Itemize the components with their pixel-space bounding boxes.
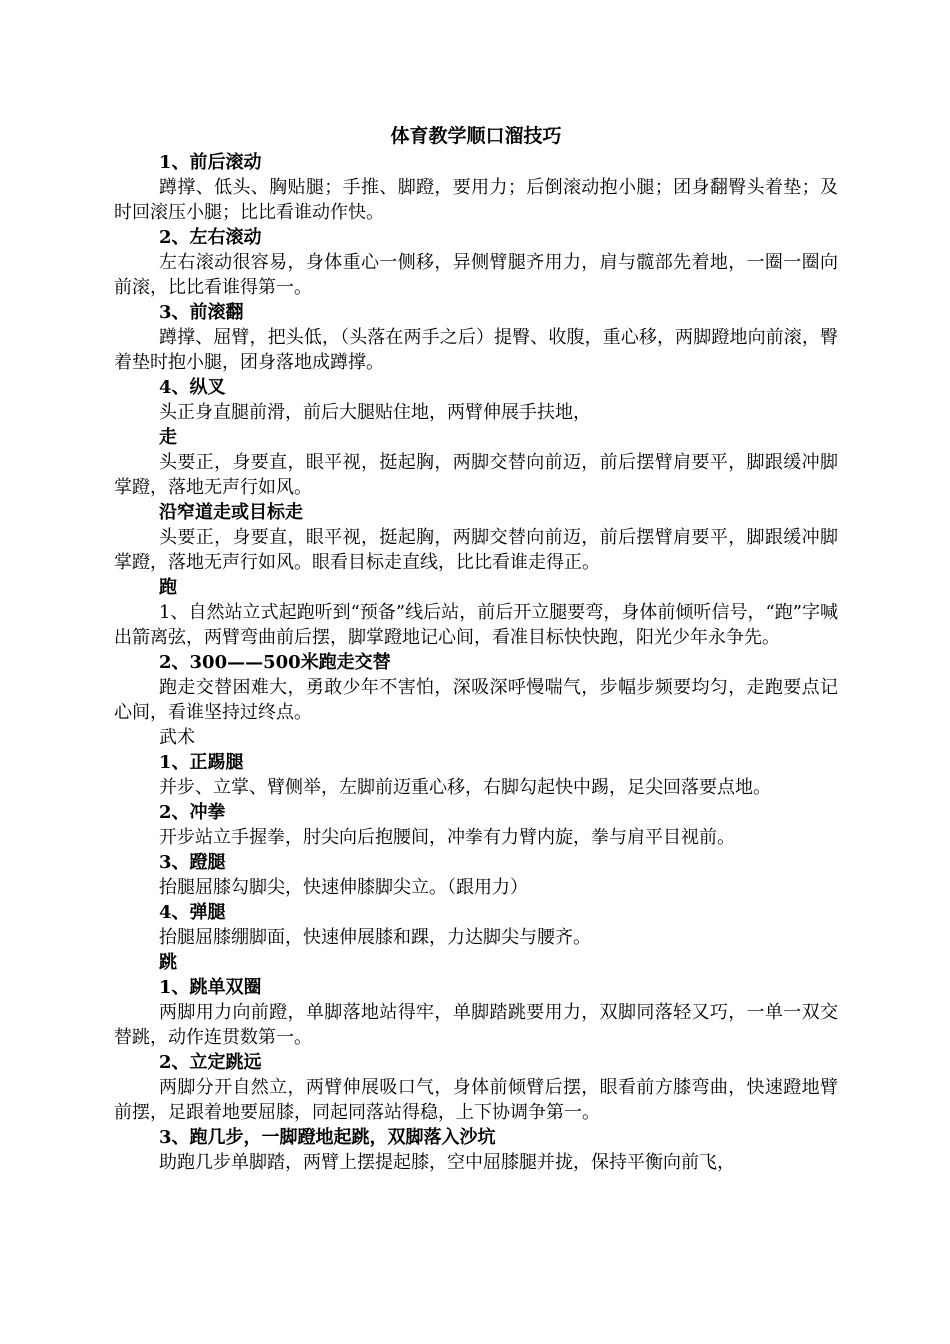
document-title: 体育教学顺口溜技巧 xyxy=(390,125,562,147)
section-heading: 4、弹腿 xyxy=(159,902,226,923)
section-text: 头正身直腿前滑，前后大腿贴住地，两臂伸展手扶地， xyxy=(159,402,591,423)
section-heading: 3、跑几步，一脚蹬地起跳，双脚落入沙坑 xyxy=(159,1127,496,1148)
section-heading: 跳 xyxy=(159,952,177,973)
section-text: 两脚分开自然立，两臂伸展吸口气，身体前倾臂后摆，眼看前方膝弯曲，快速蹬地臂前摆，足跟着地要屈膝，同起同落站得稳，上下协调争第一。 xyxy=(114,1077,838,1123)
section-text: 左右滚动很容易，身体重心一侧移，异侧臂腿齐用力，肩与髋部先着地，一圈一圈向前滚，比比看谁得第一。 xyxy=(114,252,838,298)
section-heading: 2、300——500米跑走交替 xyxy=(159,652,391,673)
section-heading: 3、蹬腿 xyxy=(159,852,226,873)
section-heading: 2、冲拳 xyxy=(159,802,226,823)
section-text: 开步站立手握拳，肘尖向后抱腰间，冲拳有力臂内旋，拳与肩平目视前。 xyxy=(159,827,735,848)
section-heading: 2、左右滚动 xyxy=(159,227,262,248)
section-heading: 沿窄道走或目标走 xyxy=(159,502,303,523)
section-text: 1、自然站立式起跑听到“预备”线后站，前后开立腿要弯，身体前倾听信号，“跑”字喊出箭离弦，两臂弯曲前后摆，脚掌蹬地记心间，看准目标快快跑，阳光少年永争先。 xyxy=(114,602,838,648)
section-heading: 2、立定跳远 xyxy=(159,1052,262,1073)
section-text: 跑走交替困难大，勇敢少年不害怕，深吸深呼慢喘气，步幅步频要均匀，走跑要点记心间，看谁坚持过终点。 xyxy=(114,677,838,723)
section-text: 蹲撑、屈臂，把头低，（头落在两手之后）提臀、收腹，重心移，两脚蹬地向前滚，臀着垫时抱小腿，团身落地成蹲撑。 xyxy=(114,327,838,373)
section-text: 两脚用力向前蹬，单脚落地站得牢，单脚踏跳要用力，双脚同落轻又巧，一单一双交替跳，动作连贯数第一。 xyxy=(114,1002,838,1048)
section-heading: 武术 xyxy=(159,727,195,748)
section-heading: 1、跳单双圈 xyxy=(159,977,262,998)
section-heading: 跑 xyxy=(159,577,177,598)
section-heading: 1、正踢腿 xyxy=(159,752,244,773)
section-text: 头要正，身要直，眼平视，挺起胸，两脚交替向前迈，前后摆臂肩要平，脚跟缓冲脚掌蹬，落地无声行如风。眼看目标走直线，比比看谁走得正。 xyxy=(114,527,838,573)
section-text: 头要正，身要直，眼平视，挺起胸，两脚交替向前迈，前后摆臂肩要平，脚跟缓冲脚掌蹬，落地无声行如风。 xyxy=(114,452,838,498)
section-heading: 1、前后滚动 xyxy=(159,152,262,173)
section-heading: 走 xyxy=(159,427,177,448)
section-heading: 3、前滚翻 xyxy=(159,302,244,323)
section-text: 抬腿屈膝勾脚尖，快速伸膝脚尖立。（跟用力） xyxy=(159,877,528,898)
section-heading: 4、纵叉 xyxy=(159,377,226,398)
section-text: 并步、立掌、臂侧举，左脚前迈重心移，右脚勾起快中踢，足尖回落要点地。 xyxy=(159,777,771,798)
section-text: 助跑几步单脚踏，两臂上摆提起膝，空中屈膝腿并拢，保持平衡向前飞， xyxy=(159,1152,735,1173)
document-body xyxy=(114,122,838,1175)
section-text: 蹲撑、低头、胸贴腿；手推、脚蹬，要用力；后倒滚动抱小腿；团身翻臀头着垫；及时回滚压小腿；比比看谁动作快。 xyxy=(114,177,838,223)
section-text: 抬腿屈膝绷脚面，快速伸展膝和踝，力达脚尖与腰齐。 xyxy=(159,927,591,948)
